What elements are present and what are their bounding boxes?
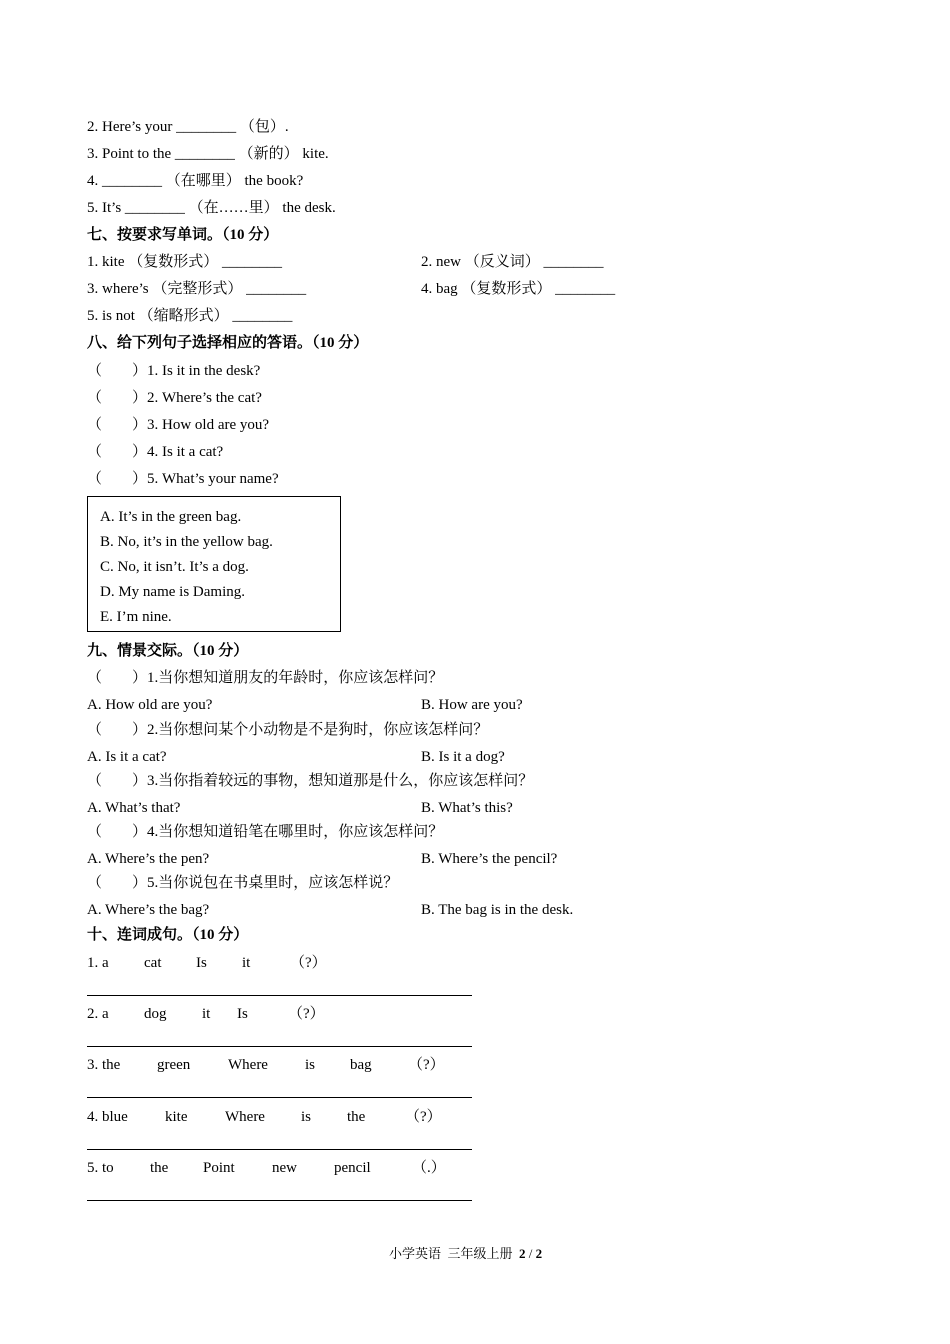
section9-question-2: （ ）2.当你想问某个小动物是不是狗时，你应该怎样问？ [87,722,489,738]
word: （?） [290,955,327,971]
fill-blank-4: 4. ________ （在哪里） the book? [87,173,304,189]
section9-option-3a: A. What’s that? [87,800,181,816]
word: Point [203,1160,235,1176]
word: is [305,1057,316,1073]
section9-option-2b: B. Is it a dog? [421,749,505,765]
word: pencil [334,1160,371,1176]
word: is [301,1109,312,1125]
word: dog [144,1006,167,1022]
section7-item-3: 3. where’s （完整形式） ________ [87,281,307,297]
answer-line-2[interactable] [87,1046,472,1047]
word: （?） [408,1057,445,1073]
section9-question-5: （ ）5.当你说包在书桌里时，应该怎样说？ [87,875,399,891]
answer-line-1[interactable] [87,995,472,996]
word: Is [196,955,207,971]
section8-question-5: （ ）5. What’s your name? [87,471,279,487]
word: bag [350,1057,372,1073]
section7-item-4: 4. bag （复数形式） ________ [421,281,616,297]
section9-option-5b: B. The bag is in the desk. [421,902,574,918]
footer-label: 小学英语 三年级上册 [389,1246,520,1261]
answer-option-a: A. It’s in the green bag. [100,509,242,525]
section7-item-1: 1. kite （复数形式） ________ [87,254,282,270]
word: green [157,1057,191,1073]
word: cat [144,955,162,971]
section8-question-4: （ ）4. Is it a cat? [87,444,224,460]
section8-question-3: （ ）3. How old are you? [87,417,270,433]
section8-title: 八、给下列句子选择相应的答语。（10 分） [87,335,369,351]
answer-option-d: D. My name is Daming. [100,584,245,600]
word: Where [228,1057,268,1073]
section7-title: 七、按要求写单词。（10 分） [87,227,279,243]
answer-line-5[interactable] [87,1200,472,1201]
section9-option-1b: B. How are you? [421,697,523,713]
fill-blank-2: 2. Here’s your ________ （包）. [87,119,289,135]
word: new [272,1160,297,1176]
section9-option-1a: A. How old are you? [87,697,213,713]
answer-option-e: E. I’m nine. [100,609,172,625]
section8-question-1: （ ）1. Is it in the desk? [87,363,261,379]
word: 4. blue [87,1109,128,1125]
answer-option-c: C. No, it isn’t. It’s a dog. [100,559,249,575]
footer-page-total: 2 [535,1246,543,1261]
section9-option-2a: A. Is it a cat? [87,749,167,765]
word: Where [225,1109,265,1125]
section9-question-3: （ ）3.当你指着较远的事物，想知道那是什么，你应该怎样问？ [87,773,534,789]
word: 1. a [87,955,109,971]
word: it [202,1006,211,1022]
word: 2. a [87,1006,109,1022]
word: the [150,1160,169,1176]
section9-question-4: （ ）4.当你想知道铅笔在哪里时，你应该怎样问？ [87,824,444,840]
section10-title: 十、连词成句。（10 分） [87,927,249,943]
section9-option-4b: B. Where’s the pencil? [421,851,558,867]
word: the [347,1109,366,1125]
footer-separator: / [525,1246,536,1261]
section7-item-2: 2. new （反义词） ________ [421,254,604,270]
fill-blank-3: 3. Point to the ________ （新的） kite. [87,146,329,162]
section8-question-2: （ ）2. Where’s the cat? [87,390,262,406]
word: （?） [405,1109,442,1125]
section9-option-4a: A. Where’s the pen? [87,851,210,867]
word: kite [165,1109,188,1125]
word: （.） [412,1160,446,1176]
answer-line-4[interactable] [87,1149,472,1150]
word: it [242,955,251,971]
answer-line-3[interactable] [87,1097,472,1098]
footer-page-number: 2 [519,1246,526,1261]
word: 5. to [87,1160,114,1176]
section9-title: 九、情景交际。（10 分） [87,643,249,659]
section9-option-3b: B. What’s this? [421,800,513,816]
section7-item-5: 5. is not （缩略形式） ________ [87,308,293,324]
page-footer [389,1245,542,1263]
answer-option-b: B. No, it’s in the yellow bag. [100,534,273,550]
section9-question-1: （ ）1.当你想知道朋友的年龄时，你应该怎样问？ [87,670,444,686]
fill-blank-5: 5. It’s ________ （在……里） the desk. [87,200,336,216]
section9-option-5a: A. Where’s the bag? [87,902,210,918]
word: （?） [288,1006,325,1022]
word: Is [237,1006,248,1022]
answer-options-box [87,496,341,632]
word: 3. the [87,1057,121,1073]
